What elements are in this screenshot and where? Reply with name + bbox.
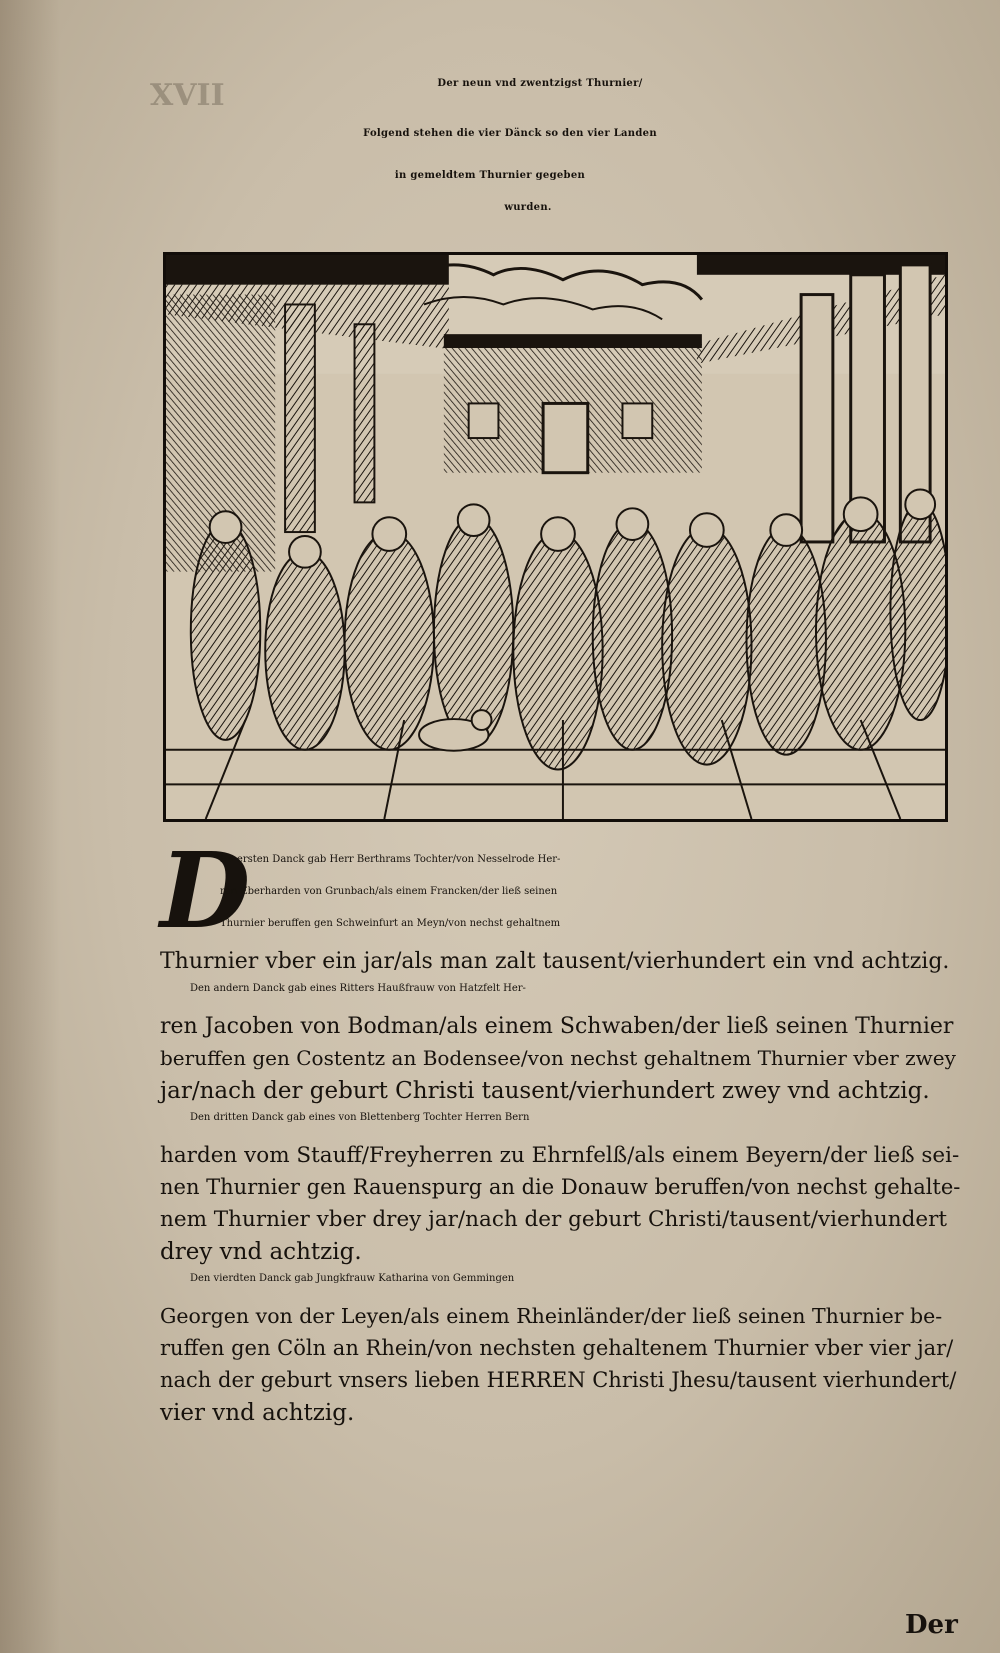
text-line: vier vnd achtzig. [160,1400,355,1426]
text-line: nen Thurnier gen Rauenspurg an die Donauw beruffen/von nechst gehalte- [160,1175,961,1199]
text-line: Thurnier vber ein jar/als man zalt tausent/vierhundert ein vnd achtzig. [160,949,950,974]
text-line: En ersten Danck gab Herr Berthrams Tochter/von Nesselrode Her- [220,854,561,865]
heading-line-2: Folgend stehen die vier Dänck so den vier Landen [363,128,657,139]
text-line: beruffen gen Costentz an Bodensee/von nechst gehaltnem Thurnier vber zwey [160,1046,956,1070]
heading-line-4: wurden. [504,202,552,213]
text-line: harden vom Stauff/Freyherren zu Ehrnfelß/als einem Beyern/der ließ sei- [160,1143,960,1168]
text-line: ruffen gen Cöln an Rhein/von nechsten gehaltenem Thurnier vber vier jar/ [160,1336,954,1360]
heading-line-3: in gemeldtem Thurnier gegeben [394,170,586,181]
catchword: Der [905,1610,958,1640]
bleed-through-text: XVII [150,78,225,113]
text-line: Georgen von der Leyen/als einem Rheinländer/der ließ seinen Thurnier be- [160,1304,943,1328]
text-line: ren Jacoben von Bodman/als einem Schwaben/der ließ seinen Thurnier [160,1014,954,1039]
text-line: drey vnd achtzig. [160,1239,362,1265]
drop-cap-initial: D [160,829,251,952]
text-line: Den vierdten Danck gab Jungkfrauw Katharina von Gemmingen [190,1273,515,1284]
text-line: nach der geburt vnsers lieben HERREN Christi Jhesu/tausent vierhundert/ [160,1368,957,1392]
text-line: Den dritten Danck gab eines von Blettenberg Tochter Herren Bern [190,1112,530,1123]
woodcut-scene-icon [166,255,945,819]
text-line: nem Thurnier vber drey jar/nach der geburt Christi/tausent/vierhundert [160,1207,947,1232]
text-line: ren Eberharden von Grunbach/als einem Francken/der ließ seinen [220,886,558,897]
heading-line-1: Der neun vnd zwentzigst Thurnier/ [437,78,643,89]
text-line: Den andern Danck gab eines Ritters Haußfrauw von Hatzfelt Her- [190,983,526,994]
text-line: Thurnier beruffen gen Schweinfurt an Meyn/von nechst gehaltnem [220,918,561,929]
woodcut-illustration [163,252,948,822]
text-line: jar/nach der geburt Christi tausent/vierhundert zwey vnd achtzig. [160,1078,930,1104]
